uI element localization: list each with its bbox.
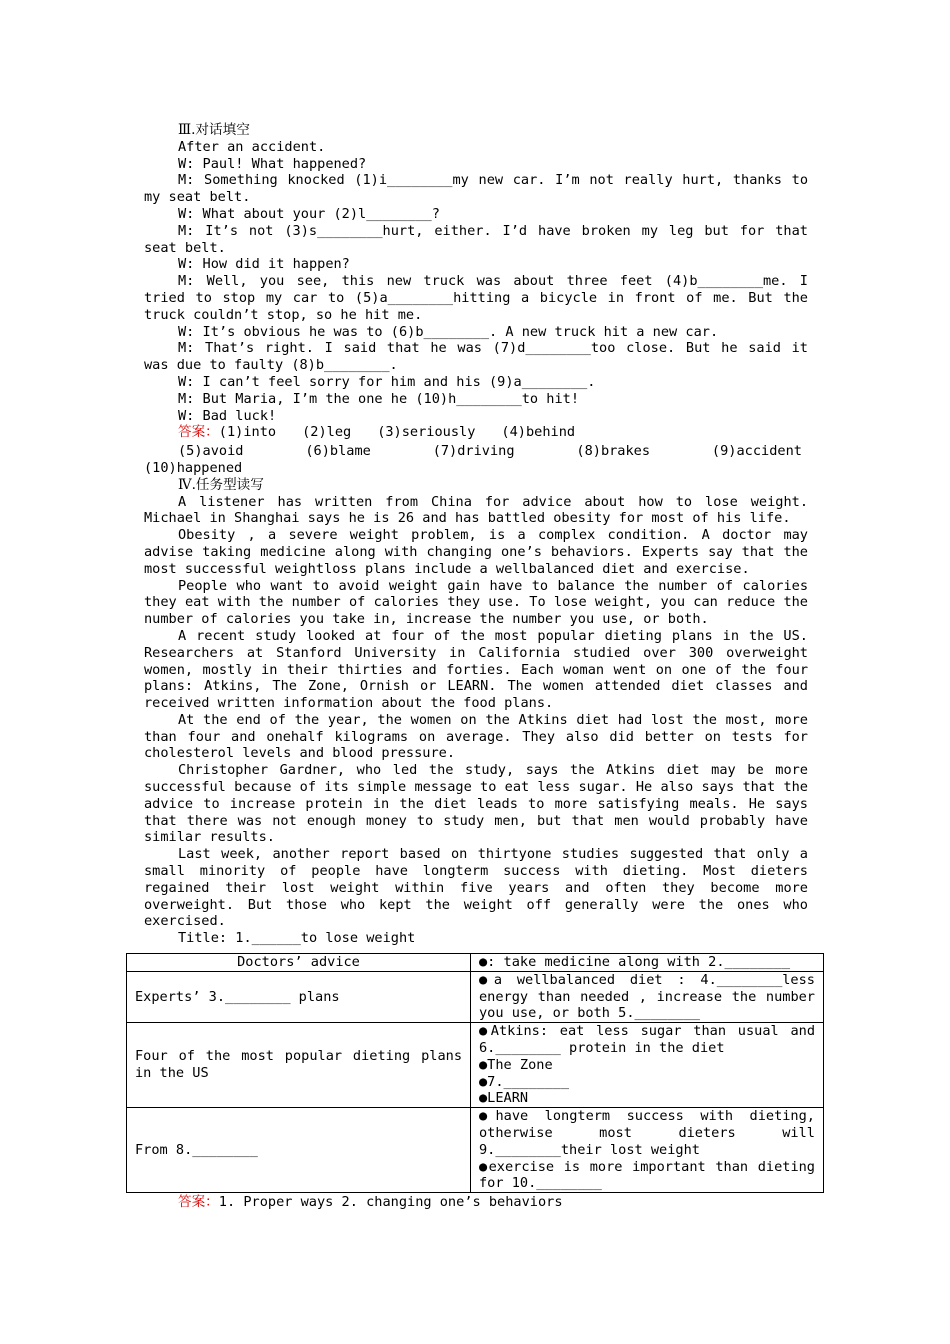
dialogue-line: M: But Maria, I’m the one he (10)h________to hit! [178,390,580,407]
passage-paragraph: A recent study looked at four of the most popular dieting plans in the US. Researchers at Stanford University in California studied over 300 overweight women, mostly in their thirties and forties. Each woman went on one of the four plans: Atkins, The Zone, Ornish or LEARN. The women attended diet classes and received written information about the food plans. [144,627,808,712]
table-cell: Doctors’ advice [127,954,471,972]
answer-item: (3)seriously [377,424,476,441]
answer-item: (9)accident [711,443,802,460]
dialogue-line: M: Something knocked (1)i________my new car. I’m not really hurt, thanks to my seat belt. [144,172,808,206]
dialogue-line: W: It’s obvious he was to (6)b________. A new truck hit a new car. [178,323,719,340]
table-bullet: ●exercise is more important than dieting for 10.________ [479,1158,815,1192]
answer-item: (8)brakes [576,443,651,460]
dialogue-line: W: What about your (2)l________? [178,205,440,222]
passage-paragraph: Obesity , a severe weight problem, is a complex condition. A doctor may advise taking medicine along with changing one’s behaviors. Experts say that the most successful weightloss plans include a wellbalanced diet and exercise. [144,527,808,577]
table-row [127,954,824,972]
table-bullet: ●Atkins: eat less sugar than usual and 6.________ protein in the diet [479,1023,815,1056]
summary-table [126,953,824,1193]
table-cell [471,1108,824,1193]
answer-row-3: (10)happened [144,459,243,476]
answer-text: 1. Proper ways 2. changing one’s behaviors [218,1194,563,1210]
dialogue-line: W: How did it happen? [178,256,350,273]
table-row [127,1023,824,1108]
answer-item: (4)behind [501,424,576,441]
table-title-line: Title: 1.______to lose weight [178,930,416,947]
answer-item: (7)driving [432,443,515,460]
table-cell: ●: take medicine along with 2.________ [471,954,824,972]
passage-paragraph: Christopher Gardner, who led the study, says the Atkins diet may be more successful because of its simple message to eat less sugar. He also says that the advice to increase protein in the diet leads to more satisfying meals. He says that there was not enough money to study men, but that men would probably have similar results. [144,762,808,846]
dialogue-line: W: Paul! What happened? [178,155,367,172]
answer-item: (5)avoid [178,443,244,460]
passage-paragraph: Last week, another report based on thirtyone studies suggested that only a small minority of people have longterm success with dieting. Most dieters regained their lost weight within five years and often they become more overweight. But those who kept the weight off generally were the ones who exercised. [144,846,808,930]
section-4-answers [178,1194,563,1211]
table-bullet: ●7.________ [479,1073,570,1090]
table-cell: Experts’ 3.________ plans [127,971,471,1022]
answer-item: (1)into [218,424,277,441]
answer-label: 答案： [178,1194,219,1210]
table-cell [471,1023,824,1108]
table-cell: ●a wellbalanced diet : 4.________less energy than needed , increase the number you use, or both 5.________ [471,971,824,1022]
document-body [144,122,808,947]
table-cell: From 8.________ [127,1108,471,1193]
table-row [127,1108,824,1193]
passage-paragraph: At the end of the year, the women on the Atkins diet had lost the most, more than four and onehalf kilograms on average. They also did better on tests for cholesterol levels and blood pressure. [144,711,808,762]
table-row [127,971,824,1022]
dialogue-line: W: Bad luck! [178,407,277,424]
table-cell: Four of the most popular dieting plans in the US [127,1023,471,1108]
dialogue-line: M: It’s not (3)s________hurt, either. I’d have broken my leg but for that seat belt. [144,222,808,256]
dialogue-line: M: That’s right. I said that he was (7)d________too close. But he said it was due to faulty (8)b________. [144,340,808,374]
passage-paragraph: People who want to avoid weight gain have to balance the number of calories they eat with the number of calories they use. To lose weight, you can reduce the number of calories you take in, increase the number you use, or both. [144,577,808,628]
answer-item: (6)blame [305,443,371,460]
table-bullet: ●LEARN [479,1090,529,1107]
dialogue-line: W: I can’t feel sorry for him and his (9)a________. [178,373,596,390]
section-4-heading: Ⅳ.任务型读写 [178,476,264,493]
dialogue-line: After an accident. [178,138,326,155]
passage-paragraph: A listener has written from China for advice about how to lose weight. Michael in Shanghai says he is 26 and has battled obesity for most of his life. [144,493,808,527]
answer-row-2 [144,443,808,460]
answer-item: (2)leg [302,424,352,441]
answer-label: 答案： [178,424,219,441]
table-bullet: ●The Zone [479,1056,553,1073]
dialogue-line: M: Well, you see, this new truck was about three feet (4)b________me. I tried to stop my car to (5)a________hitting a bicycle in front of me. But the truck couldn’t stop, so he hit me. [144,273,808,323]
answer-row-1 [144,424,808,441]
section-3-heading: Ⅲ.对话填空 [178,122,250,138]
table-bullet: ●have longterm success with dieting, otherwise most dieters will 9.________their lost weight [479,1108,815,1158]
